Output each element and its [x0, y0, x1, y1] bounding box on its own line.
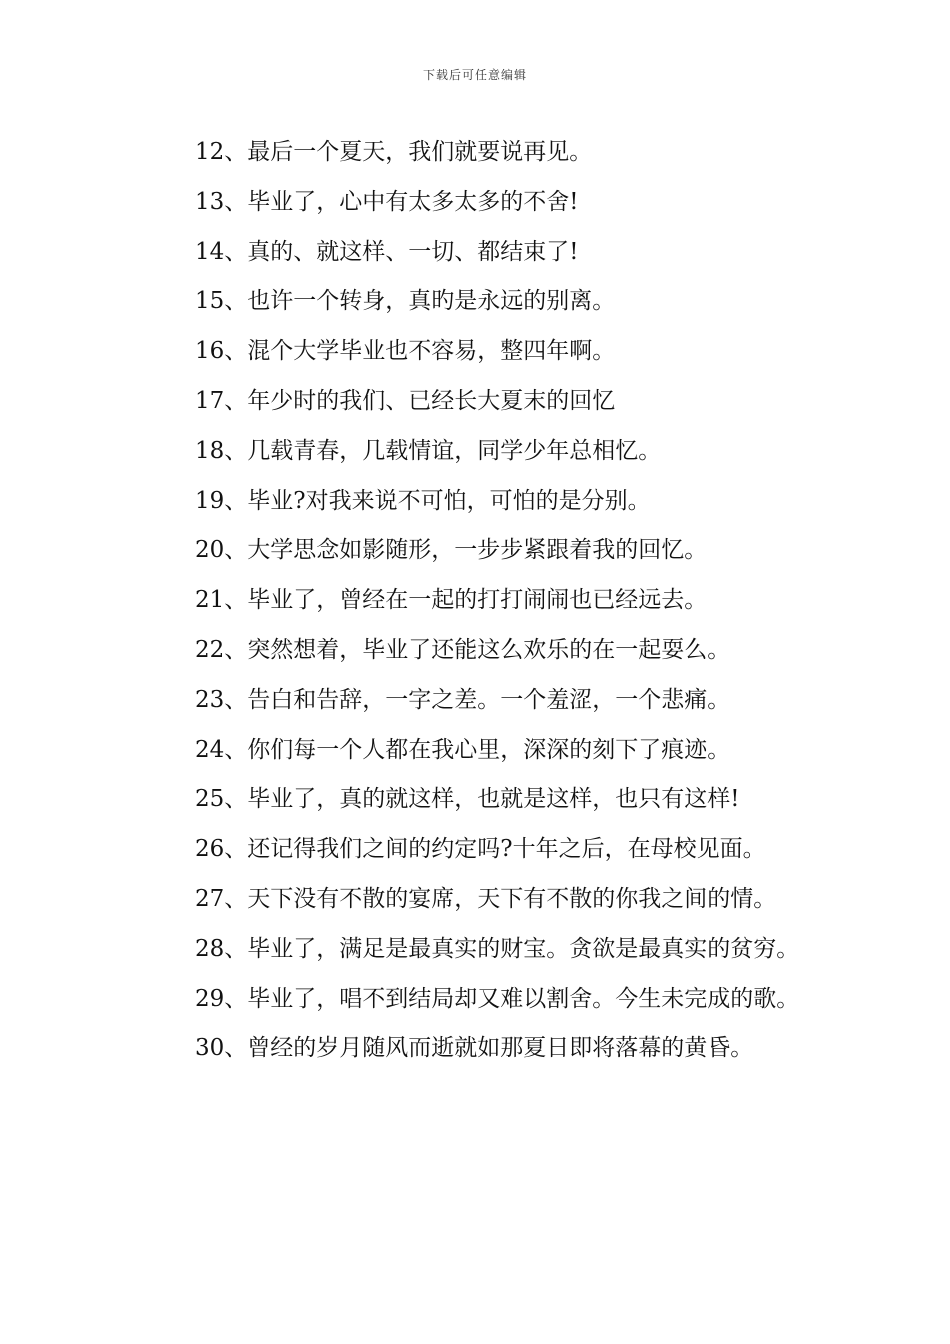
list-item: 12、最后一个夏天，我们就要说再见。 — [195, 139, 593, 165]
header-note: 下载后可任意编辑 — [422, 68, 527, 82]
list-item: 16、混个大学毕业也不容易，整四年啊。 — [195, 338, 616, 365]
list-item: 18、几载青春，几载情谊，同学少年总相忆。 — [195, 437, 662, 464]
list-item: 28、毕业了，满足是最真实的财宝。贪欲是最真实的贫穷。 — [195, 935, 800, 962]
list-item: 25、毕业了，真的就这样，也就是这样，也只有这样! — [195, 786, 740, 813]
list-item: 15、也许一个转身，真旳是永远的别离。 — [195, 288, 616, 315]
list-item: 22、突然想着，毕业了还能这么欢乐的在一起耍么。 — [195, 636, 731, 663]
list-item: 26、还记得我们之间的约定吗?十年之后，在母校见面。 — [195, 836, 766, 863]
list-item: 13、毕业了，心中有太多太多的不舍! — [195, 188, 579, 215]
list-item: 29、毕业了，唱不到结局却又难以割舍。今生未完成的歌。 — [195, 985, 800, 1012]
list-item: 19、毕业?对我来说不可怕，可怕的是分别。 — [195, 487, 651, 514]
list-item: 30、曾经的岁月随风而逝就如那夏日即将落幕的黄昏。 — [195, 1035, 754, 1062]
list-item: 21、毕业了，曾经在一起的打打闹闹也已经远去。 — [195, 587, 708, 614]
document-body — [143, 128, 815, 1074]
list-item: 23、告白和告辞，一字之差。一个羞涩，一个悲痛。 — [195, 686, 731, 713]
list-item: 24、你们每一个人都在我心里，深深的刻下了痕迹。 — [195, 736, 731, 763]
list-item: 27、天下没有不散的宴席，天下有不散的你我之间的情。 — [195, 885, 777, 912]
list-item: 14、真的、就这样、一切、都结束了! — [195, 238, 579, 265]
list-item: 20、大学思念如影随形，一步步紧跟着我的回忆。 — [195, 537, 708, 564]
list-item: 17、年少时的我们、已经长大夏末的回忆 — [195, 387, 616, 414]
